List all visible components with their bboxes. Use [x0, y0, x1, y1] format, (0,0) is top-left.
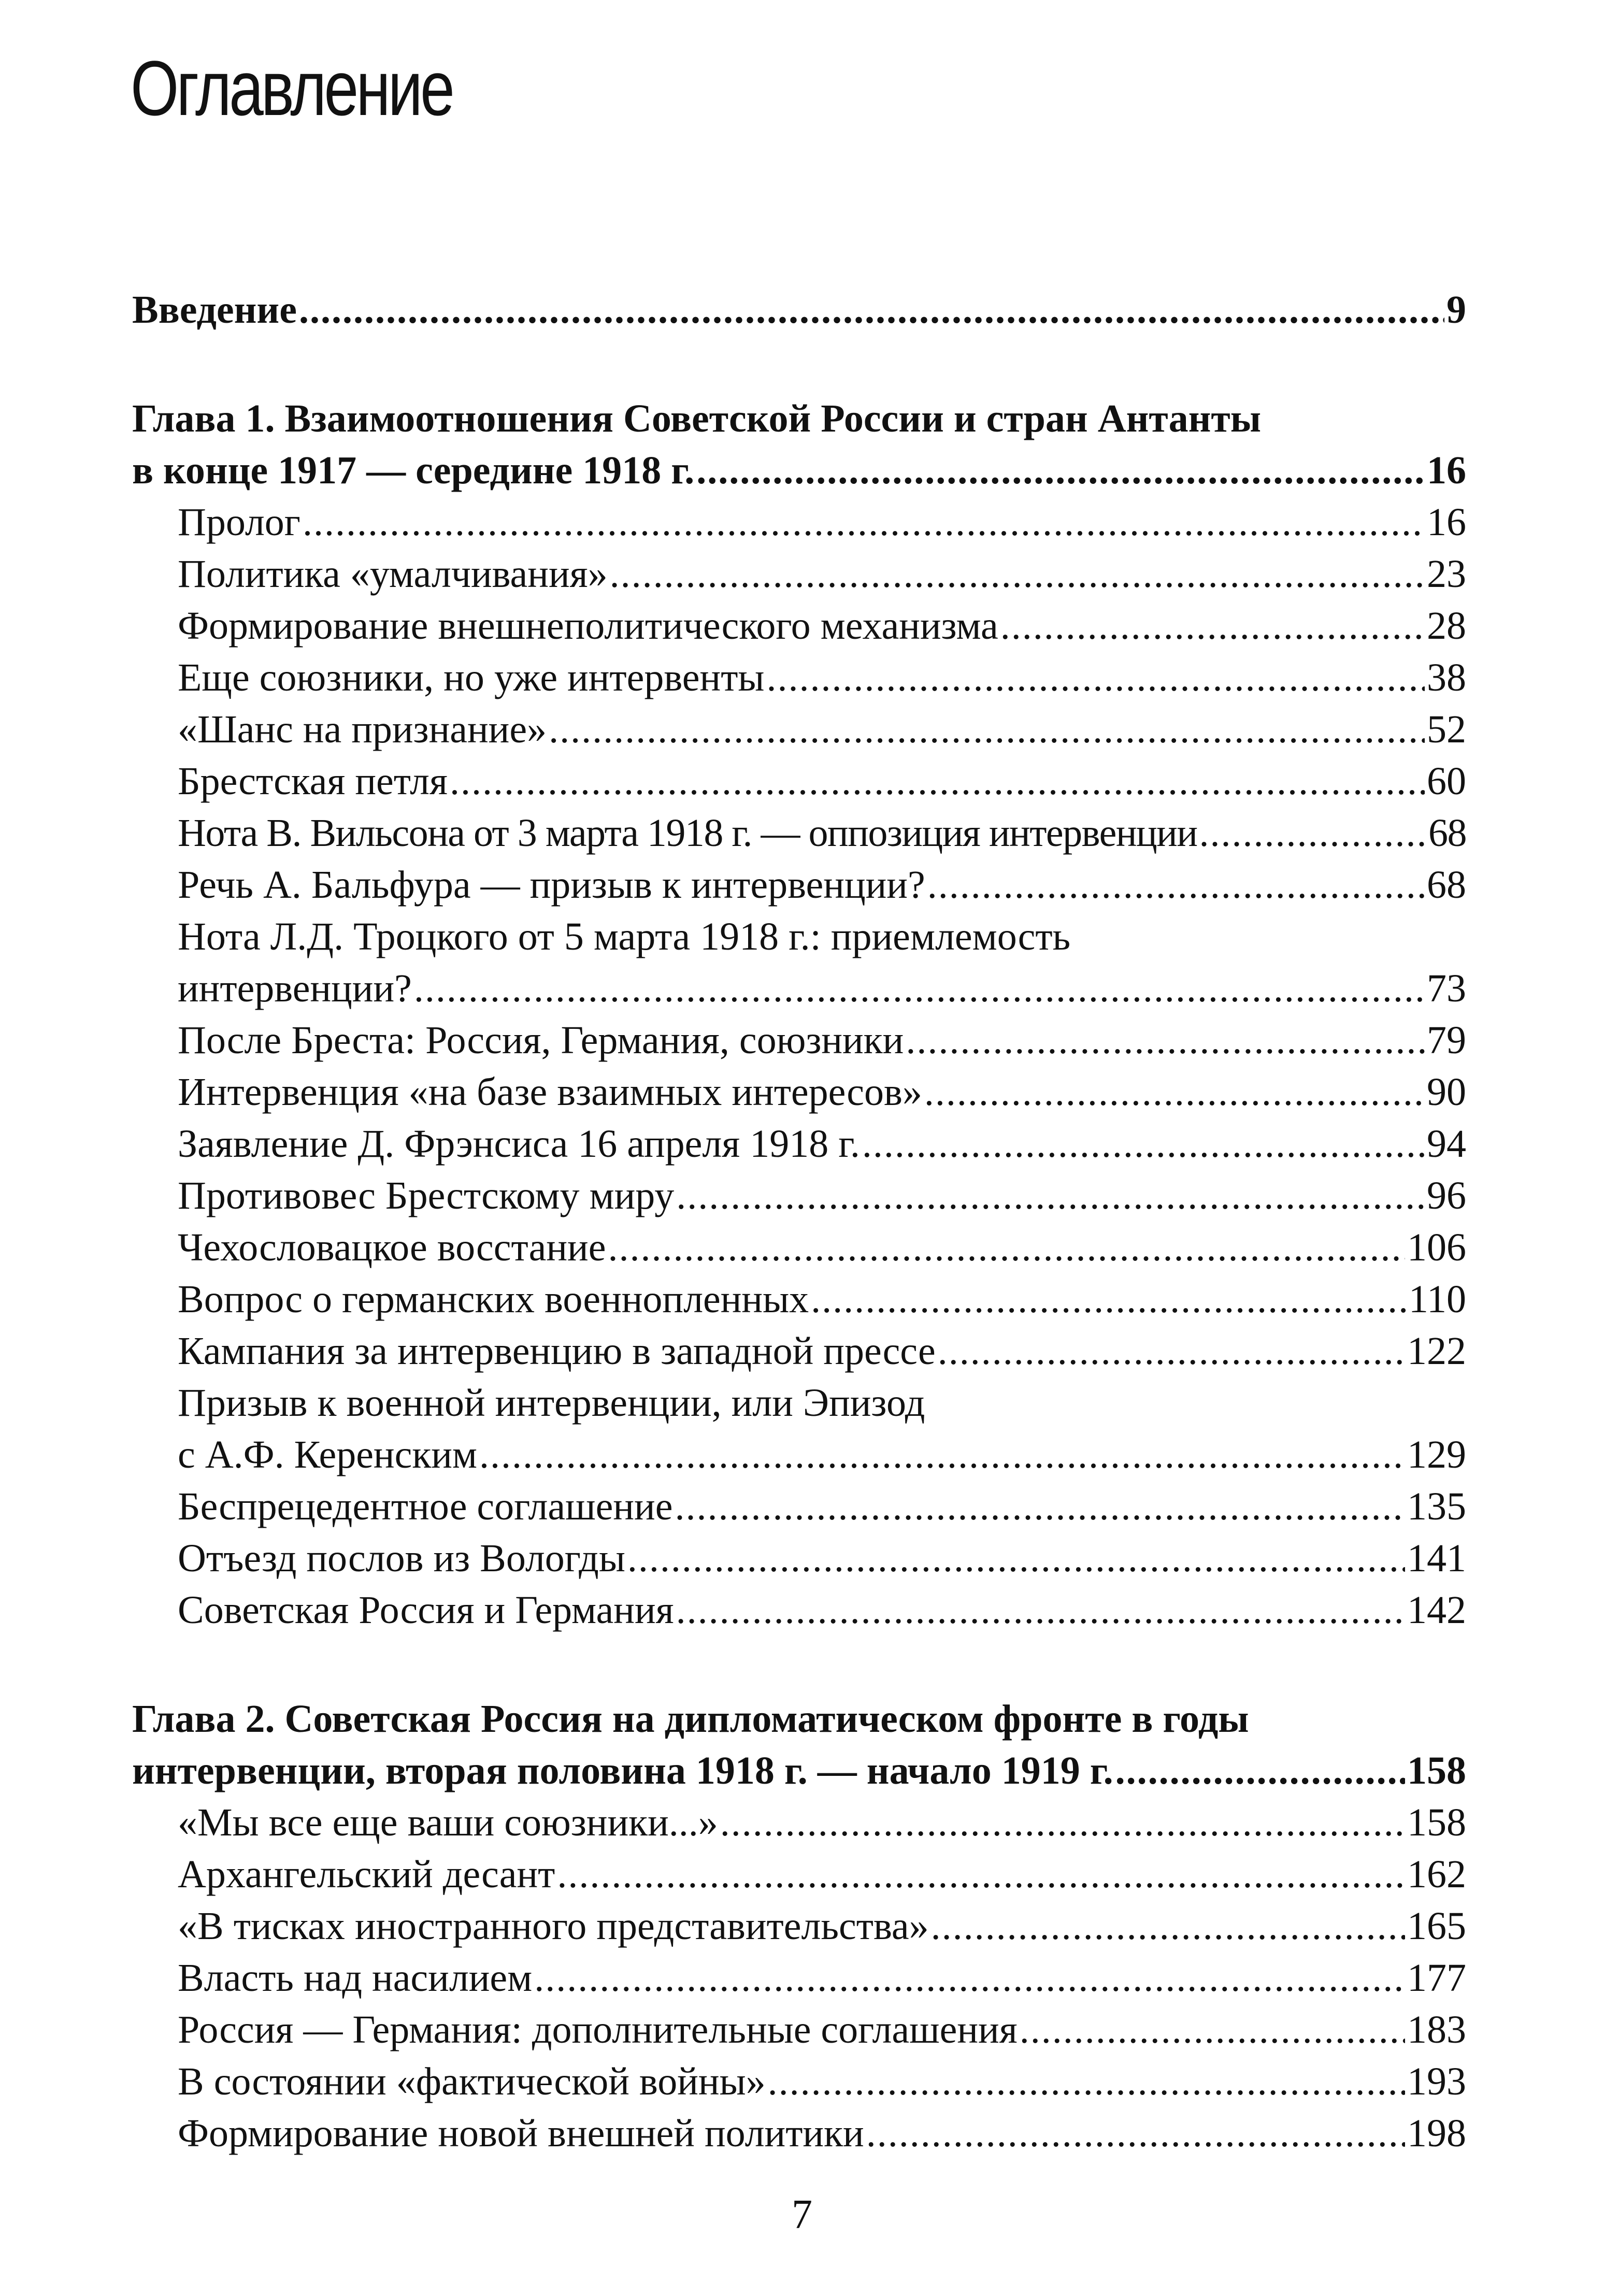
toc-entry[interactable] [132, 548, 1466, 600]
toc-entry[interactable] [132, 1532, 1466, 1584]
toc-entry[interactable] [132, 2004, 1466, 2056]
toc-entry-label: «Мы все еще ваши союзники...» [178, 1801, 718, 1844]
toc-entry[interactable] [132, 859, 1466, 911]
table-of-contents [132, 284, 1466, 2159]
toc-entry-page: 110 [1408, 1278, 1466, 1321]
dot-leader [479, 1429, 1405, 1481]
dot-leader [1020, 2004, 1405, 2056]
dot-leader [534, 1952, 1405, 2004]
toc-entry-page: 141 [1407, 1537, 1466, 1580]
toc-entry-page: 193 [1407, 2060, 1466, 2103]
chapter-1-heading-line-1[interactable]: Глава 1. Взаимоотношения Советской России и стран Антанты [132, 397, 1262, 440]
toc-entry-label: Противовес Брестскому миру [178, 1174, 675, 1217]
dot-leader [608, 1222, 1405, 1273]
toc-entry-page: 177 [1407, 1956, 1466, 2000]
toc-entry-page: 28 [1427, 604, 1466, 648]
dot-leader [924, 1066, 1425, 1118]
toc-entry-label: Беспрецедентное соглашение [178, 1485, 673, 1528]
toc-entry-label: Интервенция «на базе взаимных интересов» [178, 1070, 922, 1114]
dot-leader [549, 704, 1425, 755]
toc-entry-label: Пролог [178, 500, 300, 544]
toc-entry[interactable] [132, 1066, 1466, 1118]
toc-entry-page: 165 [1407, 1904, 1466, 1948]
dot-leader [720, 1797, 1405, 1848]
toc-entry-introduction[interactable] [132, 284, 1466, 336]
toc-entry[interactable] [132, 1481, 1466, 1532]
toc-entry-label: Речь А. Бальфура — призыв к интервенции? [178, 863, 925, 907]
dot-leader [931, 1900, 1405, 1952]
toc-entry-page: 96 [1427, 1174, 1466, 1217]
toc-entry-label: Формирование внешнеполитического механизма [178, 604, 998, 648]
toc-entry[interactable] [132, 496, 1466, 548]
toc-entry-page: 23 [1427, 552, 1466, 596]
toc-entry-label-line-1[interactable]: Нота Л.Д. Троцкого от 5 марта 1918 г.: приемлемость [178, 915, 1071, 958]
toc-entry-label: в конце 1917 — середине 1918 г. [132, 449, 695, 492]
toc-entry-page: 158 [1407, 1749, 1466, 1792]
toc-entry[interactable] [132, 652, 1466, 704]
toc-entry-page: 122 [1407, 1329, 1466, 1373]
toc-entry-page: 94 [1427, 1122, 1466, 1166]
dot-leader [676, 1584, 1405, 1636]
toc-entry[interactable] [132, 1170, 1466, 1222]
dot-leader [450, 755, 1425, 807]
dot-leader [303, 496, 1425, 548]
chapter-2-heading-line-1[interactable]: Глава 2. Советская Россия на дипломатическом фронте в годы [132, 1697, 1249, 1741]
toc-entry-label: Политика «умалчивания» [178, 552, 608, 596]
toc-entry-label: Формирование новой внешней политики [178, 2112, 864, 2155]
toc-entry-page: 73 [1427, 967, 1466, 1010]
dot-leader [299, 284, 1444, 336]
dot-leader [811, 1273, 1407, 1325]
toc-entry[interactable] [132, 1325, 1466, 1377]
toc-entry-label: с А.Ф. Керенским [178, 1433, 478, 1476]
dot-leader [906, 1014, 1425, 1066]
toc-entry-page: 79 [1427, 1018, 1466, 1062]
page-title: Оглавление [131, 45, 453, 132]
dot-leader [557, 1848, 1405, 1900]
toc-entry[interactable] [132, 1118, 1466, 1170]
toc-entry[interactable] [132, 755, 1466, 807]
dot-leader [696, 444, 1425, 496]
toc-entry-label: «В тисках иностранного представительства» [178, 1904, 929, 1948]
chapter-2-heading[interactable] [132, 1745, 1466, 1797]
toc-entry-label: интервенции? [178, 967, 412, 1010]
toc-entry-label: Введение [132, 288, 297, 332]
toc-entry[interactable] [132, 600, 1466, 652]
toc-entry-label: Еще союзники, но уже интервенты [178, 656, 765, 699]
toc-entry-page: 90 [1427, 1070, 1466, 1114]
dot-leader [766, 652, 1425, 704]
dot-leader [866, 2107, 1405, 2159]
toc-entry-page: 158 [1407, 1801, 1466, 1844]
chapter-1-heading[interactable] [132, 444, 1466, 496]
toc-entry-page: 198 [1407, 2112, 1466, 2155]
toc-entry-page: 106 [1407, 1226, 1466, 1269]
toc-entry[interactable] [132, 2056, 1466, 2107]
toc-entry-label: «Шанс на признание» [178, 708, 547, 751]
dot-leader [1000, 600, 1425, 652]
dot-leader [627, 1532, 1405, 1584]
toc-entry[interactable] [132, 1222, 1466, 1273]
toc-entry-label: Чехословацкое восстание [178, 1226, 606, 1269]
toc-entry-label: Брестская петля [178, 759, 448, 803]
dot-leader [862, 1118, 1425, 1170]
spacer [132, 336, 1466, 393]
toc-entry[interactable] [132, 1429, 1466, 1481]
toc-entry[interactable] [132, 963, 1466, 1014]
toc-entry[interactable] [132, 2107, 1466, 2159]
toc-entry-page: 142 [1407, 1588, 1466, 1632]
dot-leader [414, 963, 1425, 1014]
toc-entry-page: 16 [1427, 449, 1466, 492]
toc-entry-page: 38 [1427, 656, 1466, 699]
dot-leader [610, 548, 1425, 600]
toc-entry-page: 60 [1427, 759, 1466, 803]
toc-entry-page: 162 [1407, 1853, 1466, 1896]
toc-entry-page: 183 [1407, 2008, 1466, 2051]
dot-leader [675, 1481, 1405, 1532]
toc-entry-label: Вопрос о германских военнопленных [178, 1278, 809, 1321]
toc-entry[interactable] [132, 807, 1466, 859]
toc-entry-label: Советская Россия и Германия [178, 1588, 674, 1632]
toc-entry-label: Заявление Д. Фрэнсиса 16 апреля 1918 г. [178, 1122, 860, 1166]
toc-entry[interactable] [132, 1848, 1466, 1900]
toc-entry-label: В состоянии «фактической войны» [178, 2060, 766, 2103]
dot-leader [676, 1170, 1425, 1222]
toc-entry-label: После Бреста: Россия, Германия, союзники [178, 1018, 904, 1062]
toc-entry-label: Власть над насилием [178, 1956, 533, 2000]
toc-entry-label: интервенции, вторая половина 1918 г. — начало 1919 г. [132, 1749, 1113, 1792]
toc-entry[interactable] [132, 704, 1466, 755]
toc-entry[interactable] [132, 1273, 1466, 1325]
dot-leader [768, 2056, 1405, 2107]
toc-entry-page: 52 [1427, 708, 1466, 751]
toc-entry-page: 68 [1428, 811, 1466, 855]
toc-entry[interactable] [132, 1900, 1466, 1952]
toc-entry-label: Нота В. Вильсона от 3 марта 1918 г. — оппозиция интервенции [178, 811, 1197, 855]
toc-entry-page: 16 [1427, 500, 1466, 544]
spacer [132, 1636, 1466, 1693]
page-number: 7 [792, 2192, 812, 2237]
toc-entry-page: 129 [1407, 1433, 1466, 1476]
toc-entry-page: 135 [1407, 1485, 1466, 1528]
dot-leader [1115, 1745, 1405, 1797]
toc-entry[interactable] [132, 1014, 1466, 1066]
toc-entry-label: Отъезд послов из Вологды [178, 1537, 625, 1580]
toc-entry[interactable] [132, 1952, 1466, 2004]
toc-entry-page: 68 [1427, 863, 1466, 907]
toc-entry-label-line-1[interactable]: Призыв к военной интервенции, или Эпизод [178, 1381, 925, 1425]
dot-leader [1199, 807, 1426, 859]
toc-entry-page: 9 [1447, 288, 1466, 332]
toc-entry[interactable] [132, 1797, 1466, 1848]
toc-entry-label: Россия — Германия: дополнительные соглашения [178, 2008, 1018, 2051]
toc-entry[interactable] [132, 1584, 1466, 1636]
dot-leader [938, 1325, 1405, 1377]
toc-entry-label: Кампания за интервенцию в западной прессе [178, 1329, 936, 1373]
toc-entry-label: Архангельский десант [178, 1853, 555, 1896]
dot-leader [927, 859, 1425, 911]
